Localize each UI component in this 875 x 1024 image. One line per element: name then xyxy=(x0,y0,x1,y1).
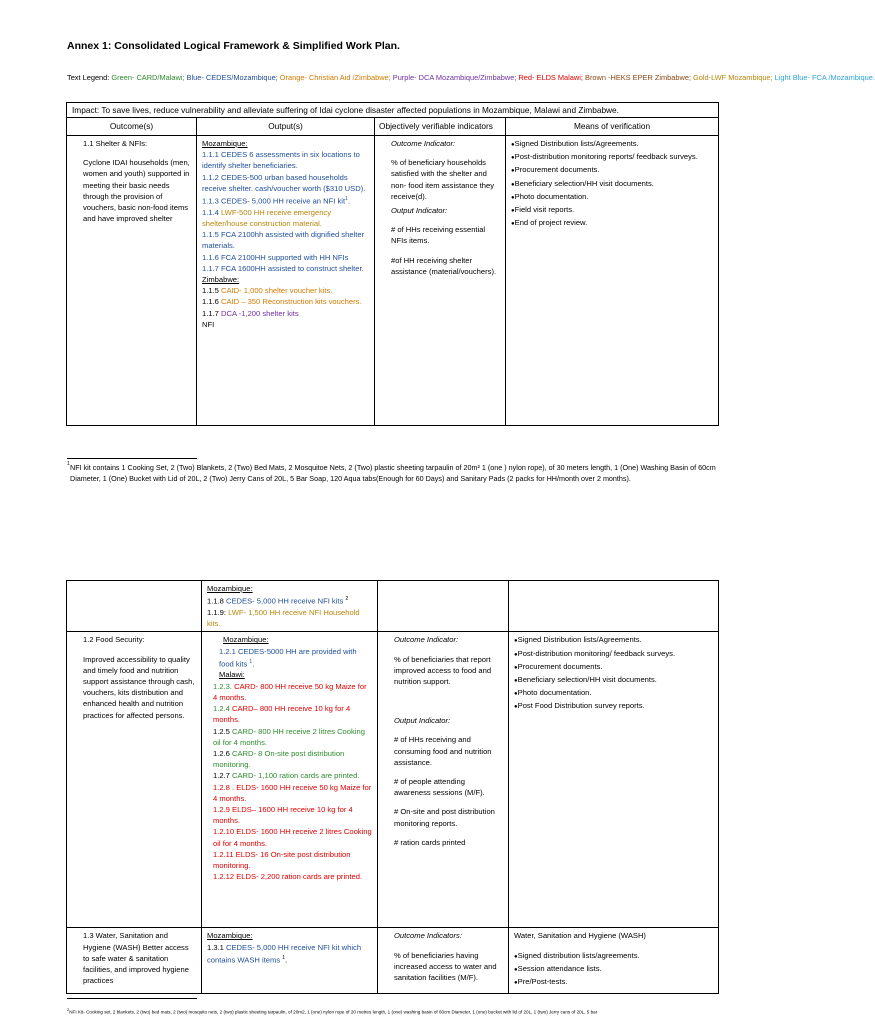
country-label: Mozambique: xyxy=(202,139,248,148)
empty-cell xyxy=(378,581,509,632)
header-outputs: Output(s) xyxy=(197,118,375,136)
indicator-label: Outcome Indicator: xyxy=(391,139,456,148)
footnote-1: NFI kit contains 1 Cooking Set, 2 (Two) Blankets, 2 (Two) Bed Mats, 2 Mosquitoe Nets, 2 (Two) plastic sheeting tarpaulin of 20m² 1 (one ) nylon rope), of 30 meters length, 1 (One) Washing Basin of 60cm Diameter, 1 (One) Bucket with Lid of 20L, 2 (Two) Jerry Cans of 20L, 5 Bar Soap, 120 Aqua tabs(Enough for 60 Days) and Sanitary Pads (2 packs for HH/month over 2 months). xyxy=(70,463,716,483)
output-item: 1.3.1 CEDES- 5,000 HH receive NFI kit which contains WASH items $^1$. xyxy=(207,942,362,965)
outputs-cell-food xyxy=(202,632,378,928)
verification-title: Water, Sanitation and Hygiene (WASH) xyxy=(514,931,646,941)
footnote-2: $^2$NFI Kit- Cooking set, 2 blankets, 2 (two) bed mats, 2 (two) mosquito nets, 2 (two) plastic sheeting tarpaulin, of 20m2, 1 (one) nylon rope of 20 metres length, 1 (one) washing basin of 60cm Diameter, 1 (one) bucket with lid of 20L, 1 (two) Jerry cans of 20L, 5 bar xyxy=(67,1007,598,1015)
verification-item: ● Post-distribution monitoring reports/ feedback surveys. xyxy=(511,151,713,164)
output-item: 1.1.1 CEDES 6 assessments in six locations to identify shelter beneficiaries. xyxy=(202,150,360,171)
verification-item: ● Post-distribution monitoring/ feedback surveys. xyxy=(514,648,713,661)
verification-item: ● Signed Distribution lists/Agreements. xyxy=(511,138,713,151)
outputs-cell-nfi xyxy=(202,581,378,632)
indicator-item: #of HH receiving shelter assistance (material/vouchers). xyxy=(391,255,497,276)
indicator-item: # ration cards printed xyxy=(394,837,466,847)
indicator-label: Output Indicator: xyxy=(391,206,448,216)
verification-item: ● Procurement documents. xyxy=(514,661,713,674)
output-item: 1.2.10 ELDS- 1600 HH receive 2 litres Cooking oil for 4 months. xyxy=(213,827,372,848)
output-item: 1.1.7 FCA 1600HH assisted to construct shelter. xyxy=(202,263,364,273)
verification-item: ● Session attendance lists. xyxy=(514,963,713,976)
output-item: 1.2.6 CARD- 8 On-site post distribution monitoring. xyxy=(213,748,345,770)
legend-entry: Purple- DCA Mozambique/Zimbabwe; xyxy=(392,73,519,82)
output-item: 1.2.8 . ELDS- 1600 HH receive 50 kg Maize for 4 months. xyxy=(213,782,372,803)
indicators-cell-wash xyxy=(378,928,509,994)
indicators-cell-food xyxy=(378,632,509,928)
verification-item: ● Signed Distribution lists/Agreements. xyxy=(514,634,713,647)
verification-cell-food xyxy=(509,632,719,928)
indicator-label: Output Indicator: xyxy=(394,716,451,726)
verification-item: ● Post Food Distribution survey reports. xyxy=(514,700,713,713)
output-item: 1.2.4 CARD– 800 HH receive 10 kg for 4 months. xyxy=(213,704,351,725)
footnote-1-marker: 1 xyxy=(67,461,70,467)
outcome-cell-shelter xyxy=(67,136,197,426)
country-label: Mozambique: xyxy=(207,584,253,593)
footnote-separator xyxy=(67,998,197,999)
outcome-title: 1.1 Shelter & NFIs: xyxy=(83,139,148,148)
output-item: 1.1.9: LWF- 1,500 HH receive NFI Household kits. xyxy=(207,607,360,629)
header-outcomes: Outcome(s) xyxy=(67,118,197,136)
verification-item: ● Beneficiary selection/HH visit documents. xyxy=(511,178,713,191)
verification-item: ● End of project review. xyxy=(511,217,713,230)
header-indicators: Objectively verifiable indicators xyxy=(375,118,506,136)
food-output-list xyxy=(207,681,372,883)
empty-cell xyxy=(509,581,719,632)
outputs-cell-wash xyxy=(202,928,378,994)
legend-entry: Orange- Christian Aid /Zimbabwe; xyxy=(279,73,393,82)
output-item: 1.1.7 DCA -1,200 shelter kits xyxy=(202,308,299,318)
verification-item: ● Field visit reports. xyxy=(511,204,713,217)
verification-cell-shelter xyxy=(506,136,719,426)
output-item: 1.1.6 FCA 2100HH supported with HH NFIs xyxy=(202,252,349,262)
indicator-item: # On-site and post distribution monitoring reports. xyxy=(394,807,495,828)
verification-list xyxy=(514,950,713,990)
country-label: Mozambique: xyxy=(223,635,269,645)
outputs-cell-shelter xyxy=(197,136,375,426)
output-item: 1.2.1 CEDES-5000 HH are provided with food kits $^1$. xyxy=(219,646,357,669)
output-item: 1.1.5 CAID- 1,000 shelter voucher kits. xyxy=(202,286,333,296)
output-item: 1.2.5 CARD- 800 HH receive 2 litres Cooking oil for 4 months. xyxy=(213,726,365,747)
logframe-table-1 xyxy=(66,102,719,426)
verification-item: ● Pre/Post-tests. xyxy=(514,976,713,989)
indicator-item: % of beneficiary households satisfied with the shelter and non- food item assistance they receive(d). xyxy=(391,158,494,201)
legend-entry: Gold-LWF Mozambique; xyxy=(693,73,775,82)
country-label: Zimbabwe: xyxy=(202,274,240,284)
verification-item: ● Photo documentation. xyxy=(514,687,713,700)
output-item: 1.1.5 FCA 2100hh assisted with dignified shelter materials. xyxy=(202,230,365,251)
output-item: 1.1.6 CAID – 350 Reconstruction kits vouchers. xyxy=(202,297,362,307)
outcome-title: 1.3 Water, Sanitation and Hygiene (WASH) Better access to safe water & sanitation facilities, and improved hygiene practices xyxy=(83,931,189,986)
outcome-title: 1.2 Food Security: xyxy=(83,635,145,645)
indicators-cell-shelter xyxy=(375,136,506,426)
legend-entry: Green- CARD/Malawi; xyxy=(111,73,187,82)
verification-item: ● Photo documentation. xyxy=(511,191,713,204)
output-item: 1.2.3. CARD- 800 HH receive 50 kg Maize for 4 months. xyxy=(213,681,367,702)
indicator-item: # of people attending awareness sessions (M/F). xyxy=(394,776,485,798)
logframe-table-2 xyxy=(66,580,719,994)
empty-cell xyxy=(67,581,202,632)
outcome-text: Improved accessibility to quality and timely food and nutrition support assistance through cash, vouchers, kits distribution and enhanced health and nutrition practices for affected persons. xyxy=(83,654,195,720)
impact-statement: Impact: To save lives, reduce vulnerability and alleviate suffering of Idai cyclone disaster affected populations in Mozambique, Malawi and Zimbabwe. xyxy=(67,103,719,118)
indicator-label: Outcome Indicator: xyxy=(394,635,459,645)
verification-list xyxy=(511,138,713,230)
output-item: 1.1.3 CEDES- 5,000 HH receive an NFI kit$^1$. xyxy=(202,196,350,206)
indicator-item: % of beneficiaries that report improved access to food and nutrition support. xyxy=(394,654,492,686)
country-label: Malawi: xyxy=(219,670,245,680)
outcome-text: Cyclone IDAI households (men, women and youth) supported in meeting their basic needs through the provision of vouchers, basic non-food items and have improved shelter xyxy=(83,158,190,224)
indicator-item: % of beneficiaries having increased access to water and sanitation facilities (M/F). xyxy=(394,950,497,982)
outcome-cell-food xyxy=(67,632,202,928)
indicator-item: # of HHs receiving essential NFIs items. xyxy=(391,225,486,246)
text-legend xyxy=(67,72,875,83)
verification-item: ● Signed distribution lists/agreements. xyxy=(514,950,713,963)
output-item: 1.1.2 CEDES-500 urban based households receive shelter. cash/voucher worth ($310 USD). xyxy=(202,172,366,193)
outcome-cell-wash xyxy=(67,928,202,994)
legend-entry: Red- ELDS Malawi; xyxy=(518,73,586,82)
output-item: NFI xyxy=(202,319,215,329)
verification-list xyxy=(514,634,713,713)
header-verification: Means of verification xyxy=(506,118,719,136)
output-item: 1.2.9 ELDS– 1600 HH receive 10 kg for 4 months. xyxy=(213,804,353,826)
indicator-label: Outcome Indicators: xyxy=(394,931,462,941)
legend-entry: Light Blue- FCA /Mozambique. xyxy=(774,73,875,82)
verification-item: ● Procurement documents. xyxy=(511,164,713,177)
legend-entry: Brown -HEKS EPER Zimbabwe; xyxy=(585,73,694,82)
document-title: Annex 1: Consolidated Logical Framework & Simplified Work Plan. xyxy=(67,40,400,52)
output-item: 1.2.12 ELDS- 2,200 ration cards are printed. xyxy=(213,872,363,882)
verification-cell-wash xyxy=(509,928,719,994)
output-item: 1.2.7 CARD- 1,100 ration cards are printed. xyxy=(213,771,360,781)
output-item: 1.1.4 LWF-500 HH receive emergency shelter/house construction material. xyxy=(202,207,332,228)
indicator-item: # of HHs receiving and consuming food and nutrition assistance. xyxy=(394,735,492,767)
verification-item: ● Beneficiary selection/HH visit documents. xyxy=(514,674,713,687)
output-item: 1.1.8 CEDES- 5,000 HH receive NFI kits $^2$ xyxy=(207,596,349,606)
output-item: 1.2.11 ELDS- 16 On-site post distribution monitoring. xyxy=(213,849,351,870)
legend-entry: Text Legend: xyxy=(67,73,112,82)
country-label: Mozambique: xyxy=(207,931,253,941)
footnote-separator xyxy=(67,458,197,459)
legend-entry: Blue- CEDES/Mozambique; xyxy=(186,73,280,82)
